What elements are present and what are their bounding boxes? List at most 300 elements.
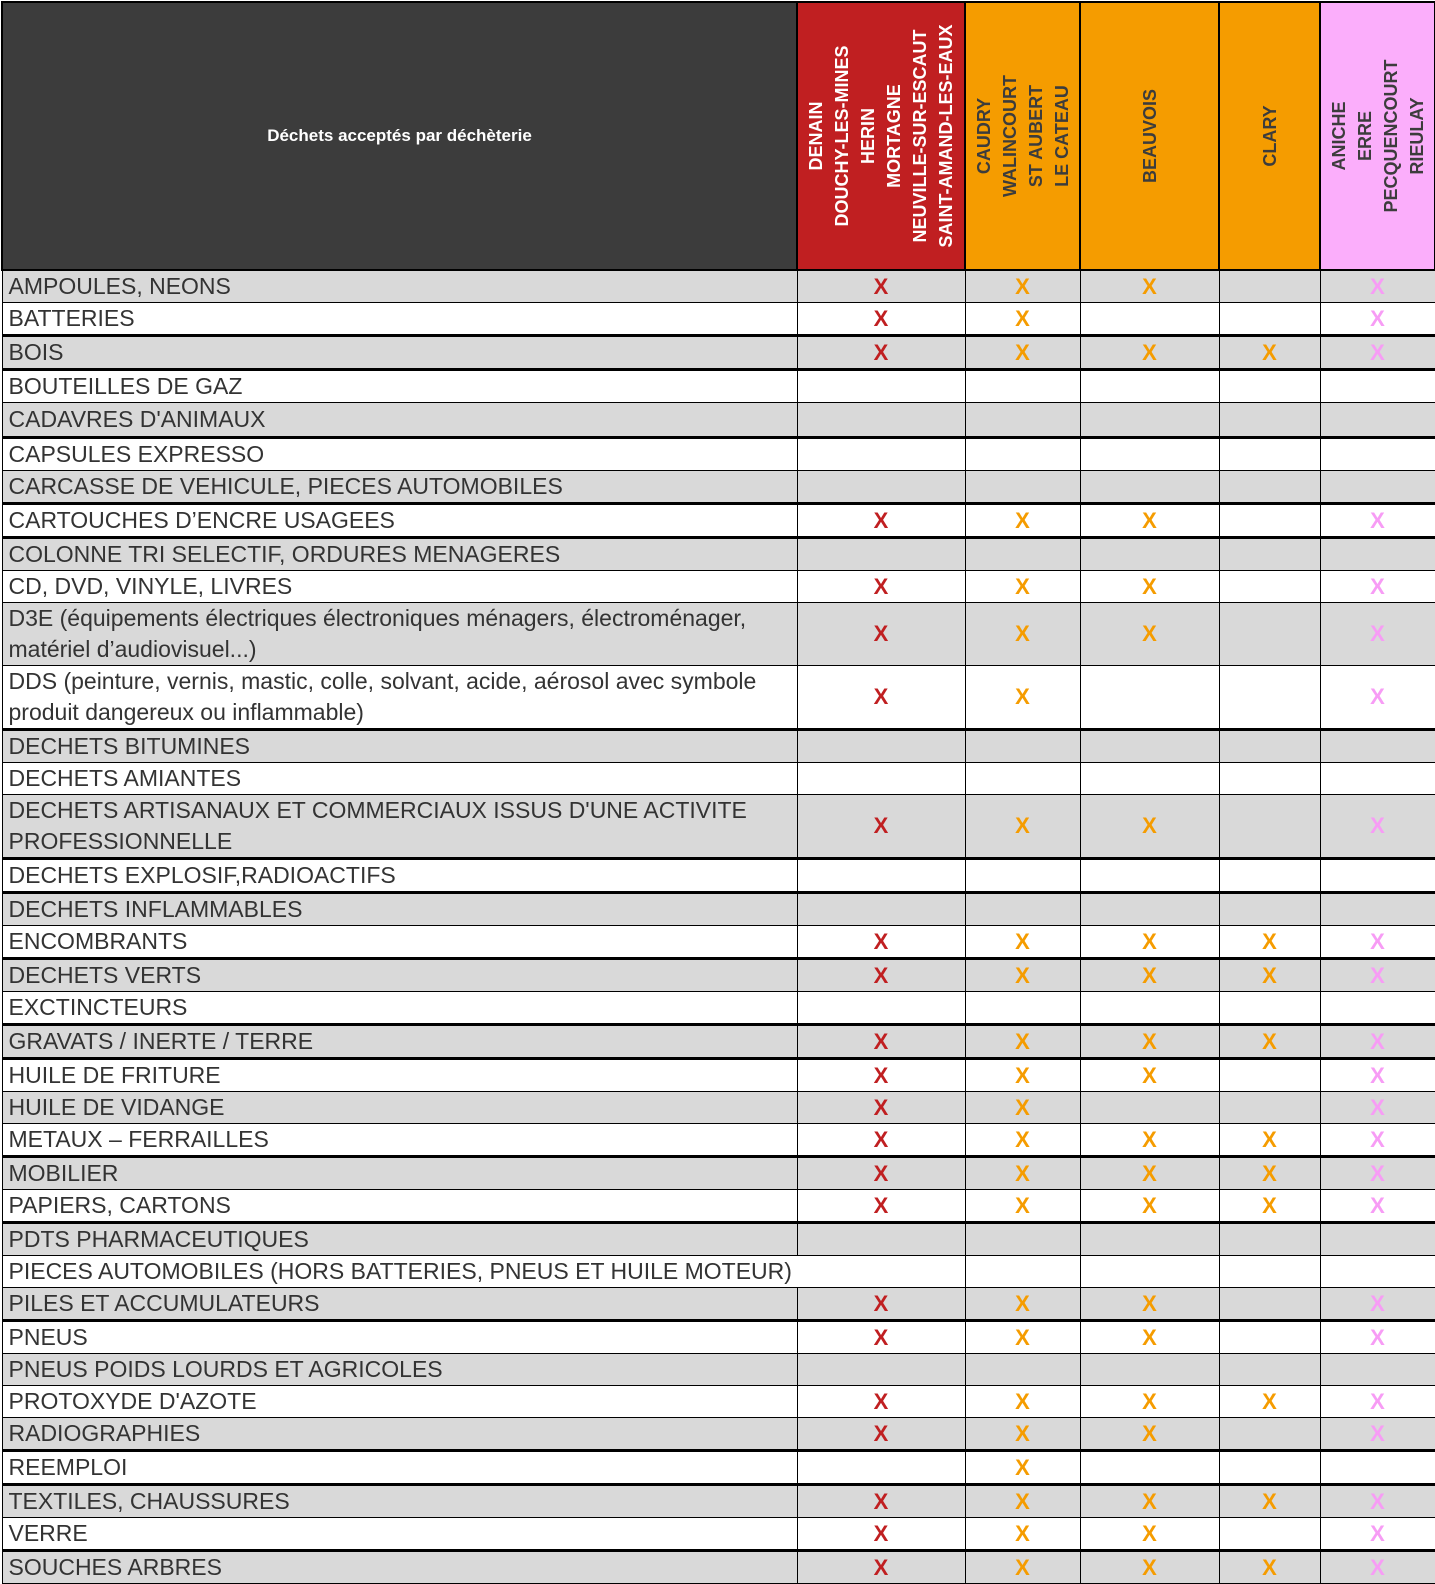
site-header-4 xyxy=(1219,2,1320,270)
acceptance-cell xyxy=(1080,1354,1219,1386)
acceptance-cell xyxy=(965,1321,1080,1354)
accepted-mark-icon: X xyxy=(1015,928,1030,954)
waste-type-label: PDTS PHARMACEUTIQUES xyxy=(2,1223,797,1256)
acceptance-cell xyxy=(1080,303,1219,336)
accepted-mark-icon: X xyxy=(1142,1554,1157,1580)
acceptance-cell xyxy=(797,893,965,926)
site-name: SAINT-AMAND-LES-EAUX xyxy=(936,24,956,248)
site-name: CLARY xyxy=(1259,105,1280,167)
acceptance-cell xyxy=(797,1321,965,1354)
accepted-mark-icon: X xyxy=(1142,1420,1157,1446)
acceptance-cell xyxy=(797,926,965,959)
acceptance-cell xyxy=(1080,1092,1219,1124)
accepted-mark-icon: X xyxy=(1142,962,1157,988)
table-row xyxy=(2,666,1435,730)
acceptance-cell xyxy=(1080,1124,1219,1157)
table-row xyxy=(2,270,1435,303)
accepted-mark-icon: X xyxy=(1015,962,1030,988)
accepted-mark-icon: X xyxy=(1142,1028,1157,1054)
waste-type-label: DECHETS INFLAMMABLES xyxy=(2,893,797,926)
accepted-mark-icon: X xyxy=(873,1554,889,1580)
acceptance-cell xyxy=(1320,1223,1435,1256)
acceptance-cell xyxy=(1080,270,1219,303)
table-row xyxy=(2,1354,1435,1386)
acceptance-cell xyxy=(797,1223,965,1256)
acceptance-cell xyxy=(797,1157,965,1190)
accepted-mark-icon: X xyxy=(1142,1126,1157,1152)
table-row xyxy=(2,538,1435,571)
acceptance-cell xyxy=(1320,1485,1435,1518)
accepted-mark-icon: X xyxy=(873,573,889,599)
table-row xyxy=(2,1059,1435,1092)
acceptance-cell xyxy=(797,666,965,730)
acceptance-cell xyxy=(1219,1418,1320,1451)
acceptance-cell xyxy=(1080,403,1219,438)
waste-type-label: DECHETS AMIANTES xyxy=(2,763,797,795)
accepted-mark-icon: X xyxy=(1262,1192,1277,1218)
acceptance-cell xyxy=(1320,1386,1435,1418)
waste-type-label: REEMPLOI xyxy=(2,1451,797,1485)
acceptance-cell xyxy=(797,1059,965,1092)
table-row xyxy=(2,504,1435,538)
acceptance-cell xyxy=(1219,1059,1320,1092)
accepted-mark-icon: X xyxy=(1370,928,1385,954)
acceptance-cell xyxy=(797,504,965,538)
accepted-mark-icon: X xyxy=(1142,928,1157,954)
acceptance-cell xyxy=(1219,1025,1320,1059)
waste-type-label: DECHETS ARTISANAUX ET COMMERCIAUX ISSUS D'UNE ACTIVITE PROFESSIONNELLE xyxy=(2,795,797,859)
accepted-mark-icon: X xyxy=(873,305,889,331)
acceptance-cell xyxy=(965,471,1080,504)
table-row xyxy=(2,571,1435,603)
waste-type-label: D3E (équipements électriques électroniques ménagers, électroménager, matériel d’audiovisuel...) xyxy=(2,603,797,666)
acceptance-cell xyxy=(797,1025,965,1059)
accepted-mark-icon: X xyxy=(873,1290,889,1316)
accepted-mark-icon: X xyxy=(873,1192,889,1218)
acceptance-cell xyxy=(1219,1124,1320,1157)
table-row xyxy=(2,336,1435,370)
accepted-mark-icon: X xyxy=(873,1094,889,1120)
acceptance-cell xyxy=(965,926,1080,959)
acceptance-cell xyxy=(1080,1025,1219,1059)
table-title: Déchets acceptés par déchèterie xyxy=(2,2,797,270)
waste-type-label: PNEUS xyxy=(2,1321,797,1354)
waste-type-label: ENCOMBRANTS xyxy=(2,926,797,959)
acceptance-cell xyxy=(1080,666,1219,730)
acceptance-cell xyxy=(1320,538,1435,571)
acceptance-cell xyxy=(1219,438,1320,471)
accepted-mark-icon: X xyxy=(873,1420,889,1446)
acceptance-cell xyxy=(1320,370,1435,403)
waste-type-label: EXCTINCTEURS xyxy=(2,992,797,1025)
acceptance-cell xyxy=(1320,1025,1435,1059)
acceptance-cell xyxy=(1320,1256,1435,1288)
acceptance-cell xyxy=(1320,571,1435,603)
acceptance-cell xyxy=(1219,1451,1320,1485)
acceptance-cell xyxy=(965,1288,1080,1321)
acceptance-cell xyxy=(1320,795,1435,859)
accepted-mark-icon: X xyxy=(1370,305,1385,331)
acceptance-cell xyxy=(797,763,965,795)
acceptance-cell xyxy=(1320,1551,1435,1584)
acceptance-cell xyxy=(797,603,965,666)
accepted-mark-icon: X xyxy=(1142,1520,1157,1546)
accepted-mark-icon: X xyxy=(1015,507,1030,533)
acceptance-cell xyxy=(1080,1288,1219,1321)
table-row xyxy=(2,992,1435,1025)
acceptance-cell xyxy=(965,270,1080,303)
accepted-mark-icon: X xyxy=(1370,1324,1385,1350)
accepted-mark-icon: X xyxy=(1015,1324,1030,1350)
waste-type-label: SOUCHES ARBRES xyxy=(2,1551,797,1584)
accepted-mark-icon: X xyxy=(1015,305,1030,331)
site-name: RIEULAY xyxy=(1406,97,1427,175)
accepted-mark-icon: X xyxy=(1370,507,1385,533)
acceptance-cell xyxy=(797,730,965,763)
accepted-mark-icon: X xyxy=(1015,684,1030,709)
acceptance-cell xyxy=(1320,893,1435,926)
accepted-mark-icon: X xyxy=(1370,1520,1385,1546)
acceptance-cell xyxy=(1219,926,1320,959)
acceptance-cell xyxy=(797,1451,965,1485)
waste-type-label: HUILE DE FRITURE xyxy=(2,1059,797,1092)
acceptance-cell xyxy=(1219,1551,1320,1584)
accepted-mark-icon: X xyxy=(1142,339,1157,365)
waste-type-label: METAUX – FERRAILLES xyxy=(2,1124,797,1157)
waste-type-label: CARTOUCHES D’ENCRE USAGEES xyxy=(2,504,797,538)
accepted-mark-icon: X xyxy=(1015,1290,1030,1316)
accepted-mark-icon: X xyxy=(1015,1160,1030,1186)
site-name: MORTAGNE xyxy=(884,84,904,188)
acceptance-cell xyxy=(1080,438,1219,471)
table-row xyxy=(2,1256,1435,1288)
acceptance-cell xyxy=(797,471,965,504)
acceptance-cell xyxy=(965,538,1080,571)
acceptance-cell xyxy=(1320,1288,1435,1321)
acceptance-cell xyxy=(1219,270,1320,303)
acceptance-cell xyxy=(965,504,1080,538)
acceptance-cell xyxy=(1080,992,1219,1025)
table-row xyxy=(2,1223,1435,1256)
acceptance-cell xyxy=(965,571,1080,603)
acceptance-cell xyxy=(1219,1223,1320,1256)
acceptance-cell xyxy=(965,763,1080,795)
acceptance-cell xyxy=(1080,571,1219,603)
accepted-mark-icon: X xyxy=(1262,1126,1277,1152)
acceptance-cell xyxy=(965,959,1080,992)
accepted-mark-icon: X xyxy=(1015,1488,1030,1514)
accepted-mark-icon: X xyxy=(1370,1290,1385,1316)
acceptance-cell xyxy=(965,1451,1080,1485)
acceptance-cell xyxy=(1219,992,1320,1025)
acceptance-cell xyxy=(1320,1518,1435,1551)
waste-type-label: TEXTILES, CHAUSSURES xyxy=(2,1485,797,1518)
acceptance-cell xyxy=(965,1386,1080,1418)
acceptance-cell xyxy=(1080,370,1219,403)
table-row xyxy=(2,1288,1435,1321)
waste-type-label: DECHETS VERTS xyxy=(2,959,797,992)
acceptance-cell xyxy=(1320,763,1435,795)
acceptance-cell xyxy=(797,1288,965,1321)
acceptance-cell xyxy=(797,959,965,992)
acceptance-cell xyxy=(1080,1518,1219,1551)
acceptance-cell xyxy=(965,1124,1080,1157)
accepted-mark-icon: X xyxy=(1015,273,1030,299)
accepted-mark-icon: X xyxy=(873,962,889,988)
acceptance-cell xyxy=(797,1386,965,1418)
acceptance-cell xyxy=(965,603,1080,666)
site-name: DENAIN xyxy=(806,101,826,171)
waste-acceptance-table xyxy=(1,1,1435,1584)
acceptance-cell xyxy=(965,1418,1080,1451)
table-row xyxy=(2,1190,1435,1223)
accepted-mark-icon: X xyxy=(873,1324,889,1350)
accepted-mark-icon: X xyxy=(1142,1062,1157,1088)
acceptance-cell xyxy=(1080,1418,1219,1451)
table-row xyxy=(2,893,1435,926)
acceptance-cell xyxy=(1219,666,1320,730)
accepted-mark-icon: X xyxy=(1015,813,1030,838)
accepted-mark-icon: X xyxy=(873,928,889,954)
accepted-mark-icon: X xyxy=(873,1388,889,1414)
waste-type-label: MOBILIER xyxy=(2,1157,797,1190)
waste-type-label: GRAVATS / INERTE / TERRE xyxy=(2,1025,797,1059)
acceptance-cell xyxy=(1320,1190,1435,1223)
acceptance-cell xyxy=(965,992,1080,1025)
acceptance-cell xyxy=(965,730,1080,763)
site-name: BEAUVOIS xyxy=(1139,88,1160,184)
table-row xyxy=(2,730,1435,763)
acceptance-cell xyxy=(797,1124,965,1157)
accepted-mark-icon: X xyxy=(1262,1160,1277,1186)
accepted-mark-icon: X xyxy=(1262,339,1277,365)
waste-type-label: BOIS xyxy=(2,336,797,370)
acceptance-cell xyxy=(965,1025,1080,1059)
table-body xyxy=(2,270,1435,1584)
waste-type-label: COLONNE TRI SELECTIF, ORDURES MENAGERES xyxy=(2,538,797,571)
waste-type-label: DECHETS EXPLOSIF,RADIOACTIFS xyxy=(2,859,797,893)
accepted-mark-icon: X xyxy=(1015,1454,1030,1480)
acceptance-cell xyxy=(1219,1321,1320,1354)
accepted-mark-icon: X xyxy=(1370,1062,1385,1088)
acceptance-cell xyxy=(1320,270,1435,303)
waste-type-label: DDS (peinture, vernis, mastic, colle, solvant, acide, aérosol avec symbole produit dangereux ou inflammable) xyxy=(2,666,797,730)
accepted-mark-icon: X xyxy=(1015,573,1030,599)
acceptance-cell xyxy=(1080,859,1219,893)
acceptance-cell xyxy=(1320,1418,1435,1451)
table-row xyxy=(2,926,1435,959)
waste-type-label: RADIOGRAPHIES xyxy=(2,1418,797,1451)
site-header-5 xyxy=(1320,2,1435,270)
accepted-mark-icon: X xyxy=(1370,1126,1385,1152)
acceptance-cell xyxy=(1219,1518,1320,1551)
accepted-mark-icon: X xyxy=(1015,1388,1030,1414)
acceptance-cell xyxy=(1320,1124,1435,1157)
acceptance-cell xyxy=(1320,504,1435,538)
acceptance-cell xyxy=(1320,859,1435,893)
accepted-mark-icon: X xyxy=(873,1126,889,1152)
accepted-mark-icon: X xyxy=(1142,1488,1157,1514)
table-row xyxy=(2,1451,1435,1485)
accepted-mark-icon: X xyxy=(1015,1192,1030,1218)
site-header-1 xyxy=(797,2,965,270)
waste-type-label: AMPOULES, NEONS xyxy=(2,270,797,303)
accepted-mark-icon: X xyxy=(1262,1388,1277,1414)
acceptance-cell xyxy=(1219,1190,1320,1223)
acceptance-cell xyxy=(1219,730,1320,763)
accepted-mark-icon: X xyxy=(1142,273,1157,299)
accepted-mark-icon: X xyxy=(1015,1126,1030,1152)
accepted-mark-icon: X xyxy=(1262,962,1277,988)
acceptance-cell xyxy=(1219,1485,1320,1518)
acceptance-cell xyxy=(797,1354,965,1386)
accepted-mark-icon: X xyxy=(1370,962,1385,988)
accepted-mark-icon: X xyxy=(1142,1324,1157,1350)
acceptance-cell xyxy=(1320,1321,1435,1354)
site-name: DOUCHY-LES-MINES xyxy=(832,45,852,227)
acceptance-cell xyxy=(1080,795,1219,859)
accepted-mark-icon: X xyxy=(873,684,889,709)
acceptance-cell xyxy=(1219,504,1320,538)
acceptance-cell xyxy=(1080,730,1219,763)
acceptance-cell xyxy=(797,795,965,859)
table-row xyxy=(2,763,1435,795)
acceptance-cell xyxy=(797,1485,965,1518)
site-name: LE CATEAU xyxy=(1051,85,1072,187)
acceptance-cell xyxy=(1219,1386,1320,1418)
accepted-mark-icon: X xyxy=(1142,1290,1157,1316)
accepted-mark-icon: X xyxy=(1015,1554,1030,1580)
acceptance-cell xyxy=(1320,303,1435,336)
site-name: NEUVILLE-SUR-ESCAUT xyxy=(910,29,930,243)
accepted-mark-icon: X xyxy=(1262,1488,1277,1514)
acceptance-cell xyxy=(1219,859,1320,893)
acceptance-cell xyxy=(1080,1551,1219,1584)
accepted-mark-icon: X xyxy=(873,507,889,533)
acceptance-cell xyxy=(965,1092,1080,1124)
table-row xyxy=(2,1124,1435,1157)
table-row xyxy=(2,795,1435,859)
site-name: PECQUENCOURT xyxy=(1380,59,1401,213)
acceptance-cell xyxy=(965,1485,1080,1518)
table-row xyxy=(2,1157,1435,1190)
header-row xyxy=(2,2,1435,270)
acceptance-cell xyxy=(1080,603,1219,666)
accepted-mark-icon: X xyxy=(1142,573,1157,599)
accepted-mark-icon: X xyxy=(1370,1488,1385,1514)
waste-type-label: HUILE DE VIDANGE xyxy=(2,1092,797,1124)
accepted-mark-icon: X xyxy=(873,813,889,838)
acceptance-cell xyxy=(965,1059,1080,1092)
acceptance-cell xyxy=(965,1551,1080,1584)
acceptance-cell xyxy=(965,795,1080,859)
accepted-mark-icon: X xyxy=(1370,1420,1385,1446)
acceptance-cell xyxy=(1080,1223,1219,1256)
waste-type-label: VERRE xyxy=(2,1518,797,1551)
accepted-mark-icon: X xyxy=(1370,573,1385,599)
accepted-mark-icon: X xyxy=(1142,813,1157,838)
accepted-mark-icon: X xyxy=(873,1520,889,1546)
accepted-mark-icon: X xyxy=(1370,1388,1385,1414)
accepted-mark-icon: X xyxy=(1015,1420,1030,1446)
acceptance-cell xyxy=(1080,1386,1219,1418)
acceptance-cell xyxy=(1320,730,1435,763)
acceptance-cell xyxy=(1219,1288,1320,1321)
accepted-mark-icon: X xyxy=(1015,1520,1030,1546)
acceptance-cell xyxy=(797,992,965,1025)
table-row xyxy=(2,1025,1435,1059)
acceptance-cell xyxy=(1080,893,1219,926)
accepted-mark-icon: X xyxy=(1142,1160,1157,1186)
table-row xyxy=(2,370,1435,403)
table-row xyxy=(2,1518,1435,1551)
waste-type-label: BOUTEILLES DE GAZ xyxy=(2,370,797,403)
acceptance-cell xyxy=(965,1223,1080,1256)
acceptance-cell xyxy=(1219,1157,1320,1190)
waste-type-label: CAPSULES EXPRESSO xyxy=(2,438,797,471)
accepted-mark-icon: X xyxy=(1015,621,1030,646)
acceptance-cell xyxy=(797,303,965,336)
accepted-mark-icon: X xyxy=(1262,1028,1277,1054)
accepted-mark-icon: X xyxy=(1015,1094,1030,1120)
acceptance-cell xyxy=(965,1157,1080,1190)
acceptance-cell xyxy=(1080,471,1219,504)
waste-type-label: CARCASSE DE VEHICULE, PIECES AUTOMOBILES xyxy=(2,471,797,504)
accepted-mark-icon: X xyxy=(873,1062,889,1088)
acceptance-cell xyxy=(1219,336,1320,370)
acceptance-cell xyxy=(797,370,965,403)
acceptance-cell xyxy=(1080,504,1219,538)
accepted-mark-icon: X xyxy=(1015,1028,1030,1054)
acceptance-cell xyxy=(797,336,965,370)
accepted-mark-icon: X xyxy=(1015,339,1030,365)
acceptance-cell xyxy=(797,403,965,438)
accepted-mark-icon: X xyxy=(1370,1554,1385,1580)
waste-type-label: DECHETS BITUMINES xyxy=(2,730,797,763)
acceptance-cell xyxy=(1080,763,1219,795)
site-name: ERRE xyxy=(1354,110,1375,162)
acceptance-cell xyxy=(1219,763,1320,795)
table-row xyxy=(2,403,1435,438)
acceptance-cell xyxy=(1320,603,1435,666)
accepted-mark-icon: X xyxy=(873,339,889,365)
acceptance-cell xyxy=(1219,538,1320,571)
accepted-mark-icon: X xyxy=(1370,1094,1385,1120)
acceptance-cell xyxy=(965,1256,1080,1288)
acceptance-cell xyxy=(965,403,1080,438)
acceptance-cell xyxy=(965,893,1080,926)
site-header-3 xyxy=(1080,2,1219,270)
site-name: CAUDRY xyxy=(973,97,994,175)
acceptance-cell xyxy=(1320,1451,1435,1485)
acceptance-cell xyxy=(797,571,965,603)
waste-type-label: PAPIERS, CARTONS xyxy=(2,1190,797,1223)
accepted-mark-icon: X xyxy=(873,621,889,646)
table-row xyxy=(2,959,1435,992)
waste-type-label: PROTOXYDE D'AZOTE xyxy=(2,1386,797,1418)
accepted-mark-icon: X xyxy=(873,1488,889,1514)
acceptance-cell xyxy=(1320,1092,1435,1124)
acceptance-cell xyxy=(1320,438,1435,471)
site-name: WALINCOURT xyxy=(999,75,1020,197)
acceptance-cell xyxy=(965,303,1080,336)
table-row xyxy=(2,1485,1435,1518)
acceptance-cell xyxy=(965,370,1080,403)
acceptance-cell xyxy=(1320,926,1435,959)
table-row xyxy=(2,438,1435,471)
acceptance-cell xyxy=(1080,1485,1219,1518)
acceptance-cell xyxy=(965,336,1080,370)
